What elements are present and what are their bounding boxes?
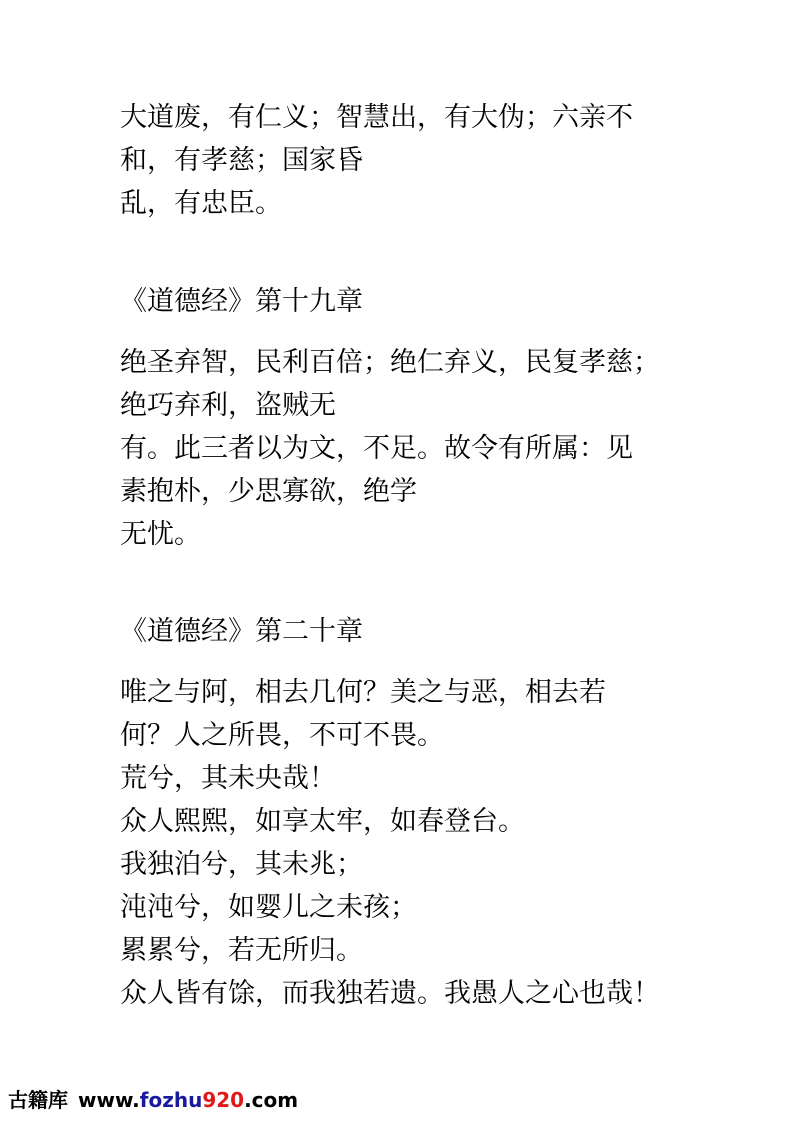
text-line: 大道废，有仁义；智慧出，有大伪；六亲不 [120,102,633,133]
text-line: 有。此三者以为文，不足。故令有所属：见 [120,433,633,464]
text-line: 绝巧弃利，盗贼无 [120,390,336,421]
chapter-heading: 《道德经》第二十章 [120,616,363,647]
chapter-heading: 《道德经》第十九章 [120,286,363,317]
text-line: 荒兮，其未央哉！ [120,763,336,794]
text-line: 何？人之所畏，不可不畏。 [120,720,444,751]
text-line: 众人皆有馀，而我独若遗。我愚人之心也哉！ [120,978,660,1009]
text-line: 众人熙熙，如享太牢，如春登台。 [120,806,525,837]
text-line: 累累兮，若无所归。 [120,935,363,966]
text-line: 乱，有忠臣。 [120,188,282,219]
text-line: 绝圣弃智，民利百倍；绝仁弃义，民复孝慈； [120,347,660,378]
url-number: 920 [202,1088,245,1112]
site-watermark [8,1086,298,1114]
text-line: 素抱朴，少思寡欲，绝学 [120,476,417,507]
url-prefix: www. [78,1088,140,1112]
url-domain: fozhu [139,1088,203,1112]
url-tld: .com [244,1088,299,1112]
text-line: 无忧。 [120,519,201,550]
text-line: 唯之与阿，相去几何？美之与恶，相去若 [120,677,606,708]
text-line: 和，有孝慈；国家昏 [120,145,363,176]
text-line: 我独泊兮，其未兆； [120,849,363,880]
text-line: 沌沌兮，如婴儿之未孩； [120,892,417,923]
site-name: 古籍库 [8,1088,68,1112]
